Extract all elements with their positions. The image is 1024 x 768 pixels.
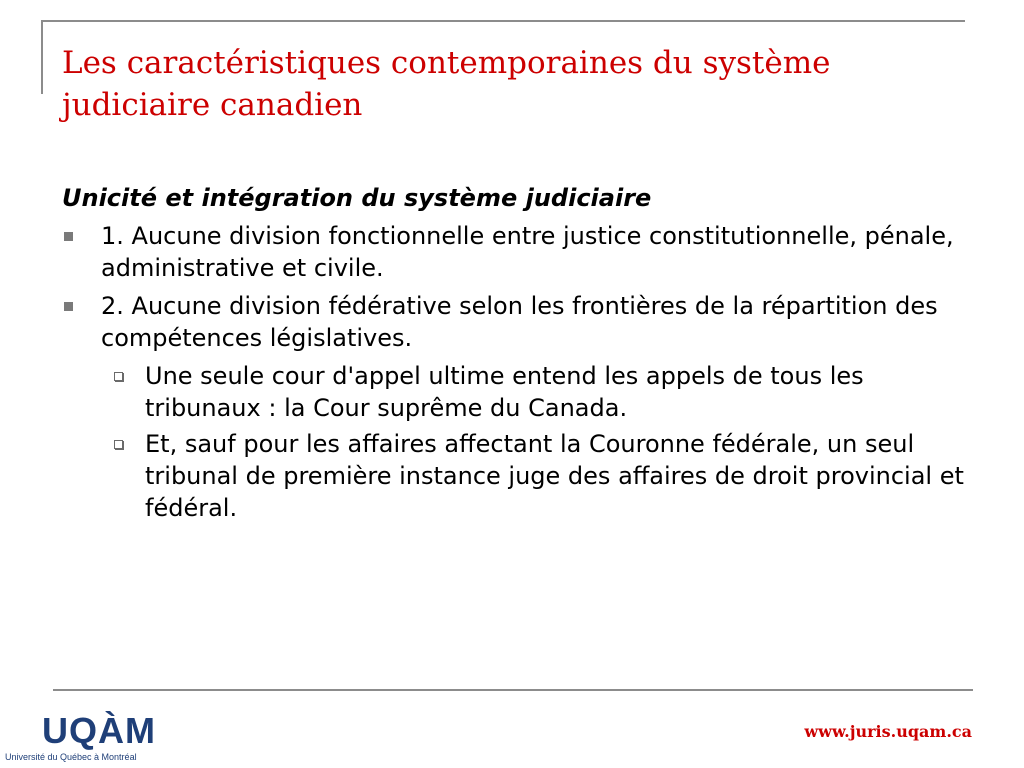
bullet-text: 1. Aucune division fonctionnelle entre justice constitutionnelle, pénale, administrative et civile. [101, 222, 954, 282]
bullet-text: 2. Aucune division fédérative selon les frontières de la répartition des compétences législatives. [101, 292, 938, 352]
box-bullet-icon [114, 372, 123, 381]
bullet-item [62, 290, 982, 354]
slide-title: Les caractéristiques contemporaines du système judiciaire canadien [62, 45, 831, 123]
sub-bullet-item [62, 360, 982, 424]
bullet-item [62, 220, 982, 284]
left-frame-line [41, 20, 43, 94]
footer-divider [53, 689, 973, 691]
box-bullet-icon [114, 440, 123, 449]
slide-subtitle: Unicité et intégration du système judiciaire [62, 184, 652, 212]
slide-content [62, 180, 982, 528]
logo-subtext: Université du Québec à Montréal [5, 752, 137, 762]
sub-bullet-text: Une seule cour d'appel ultime entend les appels de tous les tribunaux : la Cour suprême du Canada. [145, 362, 864, 422]
uqam-logo [5, 710, 156, 766]
square-bullet-icon [64, 302, 73, 311]
footer-url: www.juris.uqam.ca [804, 722, 972, 741]
logo-text: UQÀM [42, 710, 156, 751]
sub-bullet-item [62, 428, 982, 524]
square-bullet-icon [64, 232, 73, 241]
top-frame-line [41, 20, 965, 22]
sub-bullet-text: Et, sauf pour les affaires affectant la Couronne fédérale, un seul tribunal de première instance juge des affaires de droit provincial et fédéral. [145, 430, 964, 522]
